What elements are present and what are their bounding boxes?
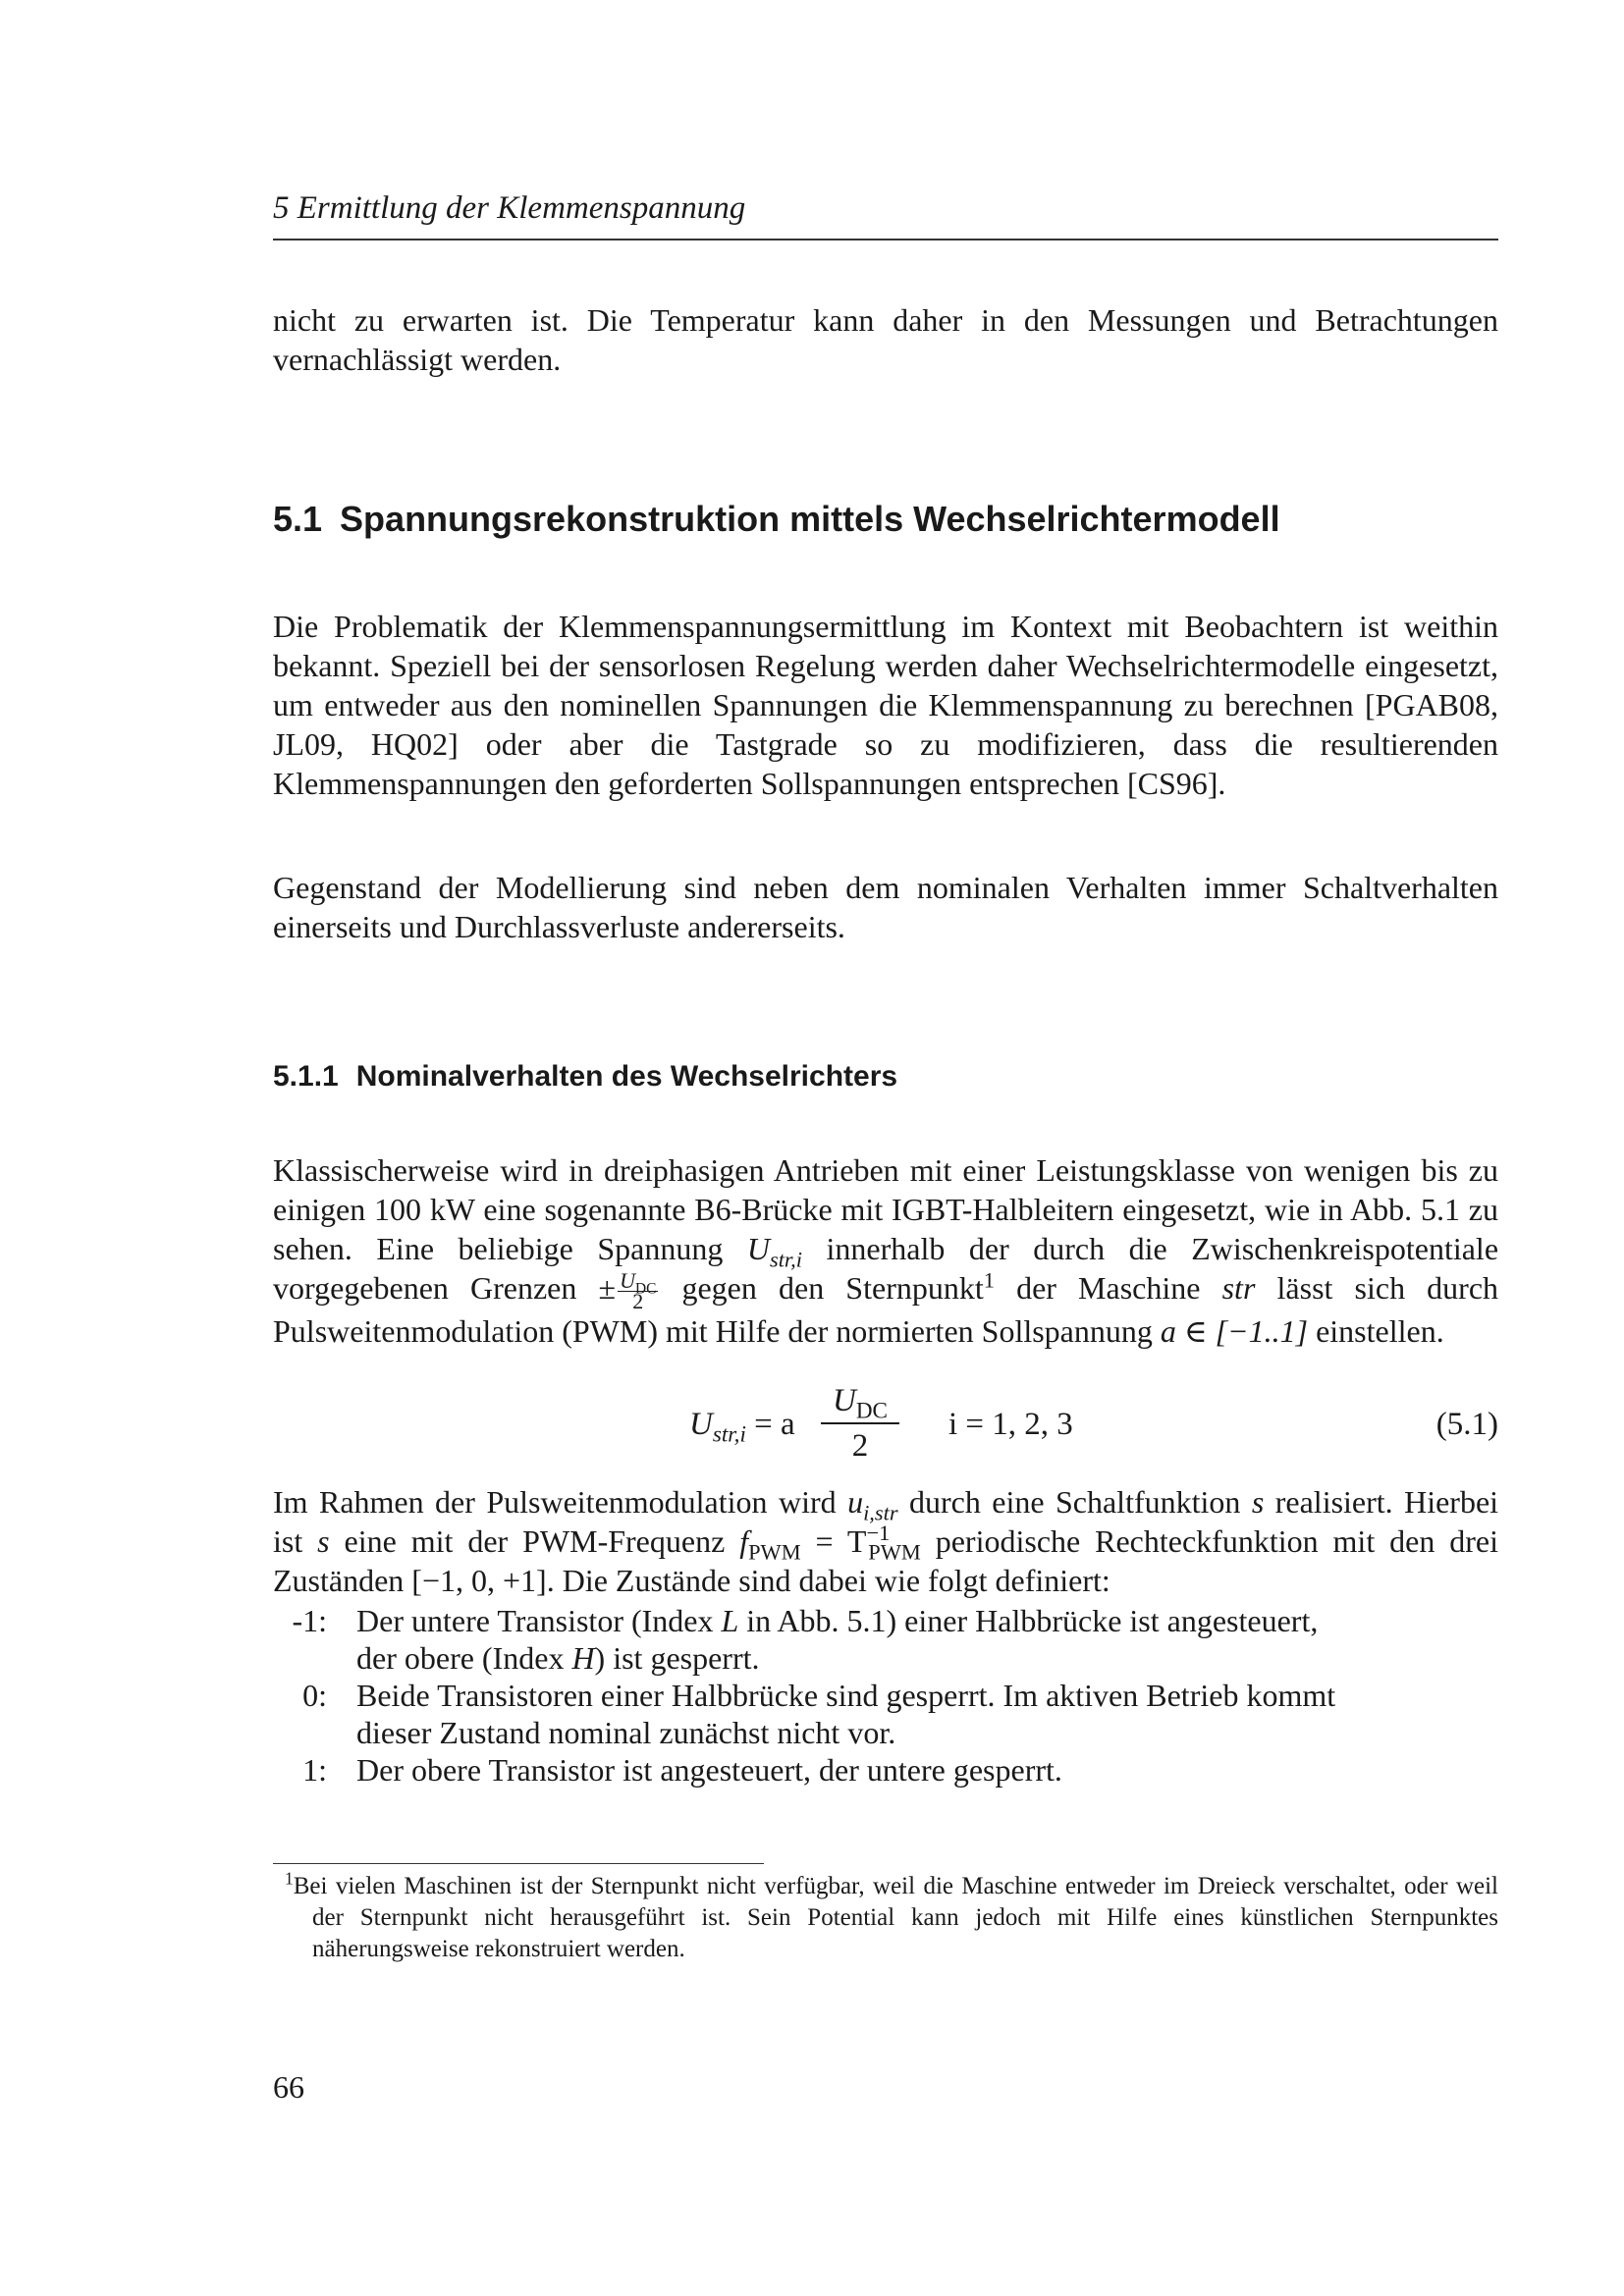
page: [273, 0, 1498, 2296]
equation-lhs: $U_{str,i} = a$: [689, 1407, 795, 1447]
footnote-text: Bei vielen Maschinen ist der Sternpunkt nicht verfügbar, weil die Maschine entweder im Dreieck verschaltet, oder weil der Sternpunkt nicht herausgeführt ist. Sein Potential kann jedoch mit Hilfe eines künstlichen Sternpunktes näherungsweise rekonstruiert werden.: [293, 1873, 1498, 1962]
list-item: 1: Der obere Transistor ist angesteuert, der untere gesperrt.: [302, 1752, 1062, 1788]
state-list: [273, 1602, 1353, 1789]
section-paragraph-2: [273, 868, 1498, 946]
footnote-mark: 1: [983, 1267, 995, 1293]
footnote-number: 1: [285, 1868, 294, 1889]
section-heading: [273, 499, 1280, 540]
subsection-number: 5.1.1: [273, 1060, 339, 1093]
footnote-rule: [273, 1863, 764, 1864]
list-item: 0: Beide Transistoren einer Halbbrücke sind gesperrt. Im aktiven Betrieb kommt dieser Zustand nominal zunächst nicht vor.: [302, 1678, 1336, 1750]
intro-text: nicht zu erwarten ist. Die Temperatur kann daher in den Messungen und Betrachtungen vernachlässigt werden.: [273, 302, 1498, 377]
list-item: -1: Der untere Transistor (Index L in Abb. 5.1) einer Halbbrücke ist angesteuert, der obere (Index H) ist gesperrt.: [292, 1603, 1319, 1676]
subsection-heading: [273, 1060, 897, 1094]
subsection-p1-text: Klassischerweise wird in dreiphasigen Antrieben mit einer Leistungsklasse von wenigen bis zu einigen 100 kW eine sogenannte B6-Brücke mit IGBT-Halbleitern eingesetzt, wie in Abb. 5.1 zu sehen. Eine beliebige Spannung $U_{str,i}$ innerhalb der durch die Zwischenkreispotentiale vorgegebenen Grenzen ± $\frac{U_{DC}}{2}$ gegen den Sternpunkt$^1$ der Maschine str lässt sich durch Pulsweitenmodulation (PWM) mit Hilfe der normierten Sollspannung a ∈ [−1..1] einstellen.: [273, 1152, 1499, 1350]
list-item-label: 1:: [302, 1752, 327, 1788]
section-title: Spannungsrekonstruktion mittels Wechselrichtermodell: [340, 499, 1280, 539]
subsection-title: Nominalverhalten des Wechselrichters: [355, 1060, 898, 1093]
footnote: [273, 1868, 1498, 1965]
running-head: 5 Ermittlung der Klemmenspannung: [273, 190, 746, 226]
subsection-paragraph-2: [273, 1482, 1498, 1600]
section-p2-text: Gegenstand der Modellierung sind neben dem nominalen Verhalten immer Schaltverhalten einerseits und Durchlassverluste andererseits.: [273, 870, 1498, 944]
section-number: 5.1: [273, 499, 323, 539]
udc-half-fraction: $\frac{U_{DC}}{2}$: [620, 1268, 657, 1314]
section-paragraph-1: [273, 607, 1498, 803]
subsection-p2-text: Im Rahmen der Pulsweitenmodulation wird $u_{i,str}$ durch eine Schaltfunktion s realisiert. Hierbei ist s eine mit der PWM-Frequenz $f_{PWM} = T^{-1}_{PWM}$ periodische Rechteckfunktion mit den drei Zuständen [−1, 0, +1]. Die Zustände sind dabei wie folgt definiert:: [273, 1484, 1499, 1598]
equation-number: (5.1): [1435, 1407, 1498, 1442]
section-p1-text: Die Problematik der Klemmenspannungsermittlung im Kontext mit Beobachtern ist weithin bekannt. Speziell bei der sensorlosen Regelung werden daher Wechselrichtermodelle eingesetzt, um entweder aus den nominellen Spannungen die Klemmenspannung zu berechnen [PGAB08, JL09, HQ02] oder aber die Tastgrade so zu modifizieren, dass die resultierenden Klemmenspannungen den geforderten Sollspannungen entsprechen [CS96].: [273, 609, 1498, 801]
subsection-paragraph-1: [273, 1150, 1498, 1351]
equation-fraction: $U_{DC}$ 2: [821, 1379, 899, 1468]
list-item-label: -1:: [292, 1603, 327, 1638]
intro-paragraph: [273, 300, 1498, 379]
equation-5-1: [273, 1379, 1498, 1468]
header-rule: [273, 239, 1498, 240]
page-number: 66: [273, 2069, 304, 2105]
equation-condition: i = 1, 2, 3: [948, 1407, 1073, 1442]
list-item-label: 0:: [302, 1678, 327, 1713]
